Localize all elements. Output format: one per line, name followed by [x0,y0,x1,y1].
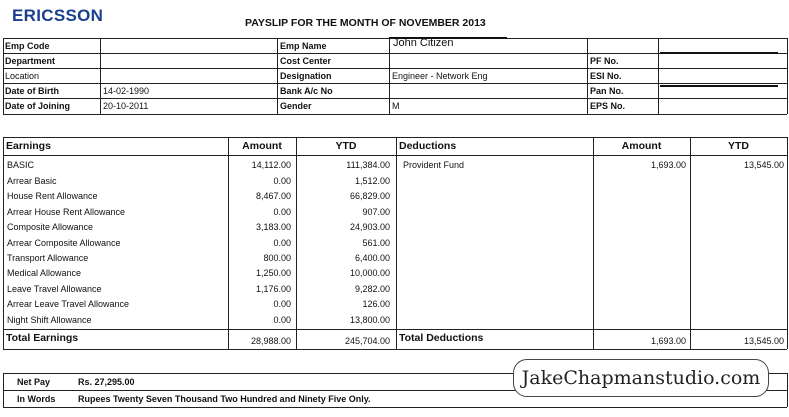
earning-name: Leave Travel Allowance [7,284,102,294]
earning-amount: 0.00 [273,238,291,248]
designation-label: Designation [280,71,332,81]
earnings-amount-header: Amount [242,140,282,152]
earning-ytd: 907.00 [362,207,390,217]
gender-value: M [392,101,400,111]
doj-label: Date of Joining [5,101,70,111]
earning-amount: 1,176.00 [255,284,291,294]
net-pay-label: Net Pay [17,377,51,387]
earning-ytd: 10,000.00 [349,268,390,278]
earnings-ytd-header: YTD [335,140,357,152]
earning-name: House Rent Allowance [7,191,98,201]
earning-amount: 0.00 [273,315,291,325]
earning-ytd: 24,903.00 [349,222,390,232]
bank-account-label: Bank A/c No [280,86,333,96]
total-earnings-label: Total Earnings [6,332,79,344]
pf-number-label: PF No. [590,56,619,66]
earning-ytd: 13,800.00 [349,315,390,325]
earning-ytd: 561.00 [362,238,390,248]
earning-amount: 0.00 [273,207,291,217]
deduction-name: Provident Fund [403,160,465,170]
emp-name-label: Emp Name [280,41,327,51]
deduction-amount: 1,693.00 [650,160,686,170]
earning-name: Arrear Basic [7,176,57,186]
earning-ytd: 9,282.00 [354,284,390,294]
earning-amount: 8,467.00 [255,191,291,201]
earning-name: Arrear Leave Travel Allowance [7,299,130,309]
earning-ytd: 66,829.00 [349,191,390,201]
earning-ytd: 6,400.00 [354,253,390,263]
dob-value: 14-02-1990 [103,86,150,96]
earning-amount: 0.00 [273,176,291,186]
earning-name: Arrear House Rent Allowance [7,207,126,217]
in-words-value: Rupees Twenty Seven Thousand Two Hundred and Ninety Five Only. [78,394,371,404]
earning-ytd: 126.00 [362,299,390,309]
cost-center-label: Cost Center [280,56,332,66]
earning-name: Night Shift Allowance [7,315,92,325]
earning-name: Arrear Composite Allowance [7,238,121,248]
company-logo: ERICSSON [12,6,104,25]
payslip-title: PAYSLIP FOR THE MONTH OF NOVEMBER 2013 [245,17,486,29]
doj-value: 20-10-2011 [103,101,149,111]
total-earnings-amount: 28,988.00 [250,336,291,346]
deductions-amount-header: Amount [621,140,662,152]
location-label: Location [5,71,40,81]
eps-number-label: EPS No. [590,101,626,111]
emp-name-value: John Citizen [393,37,454,49]
earning-name: Transport Allowance [7,253,89,263]
total-deductions-label: Total Deductions [399,332,484,344]
dob-label: Date of Birth [5,86,59,96]
earnings-header: Earnings [6,140,51,152]
earning-name: Medical Allowance [7,268,82,278]
total-earnings-ytd: 245,704.00 [344,336,390,346]
earning-name: Composite Allowance [7,222,94,232]
in-words-label: In Words [17,394,56,404]
deductions-header: Deductions [399,140,457,152]
deduction-ytd: 13,545.00 [743,160,784,170]
esi-number-label: ESI No. [590,71,622,81]
gender-label: Gender [280,101,312,111]
designation-value: Engineer - Network Eng [392,71,488,81]
watermark-badge: JakeChapmanstudio.com [513,359,769,397]
earning-amount: 0.00 [273,299,291,309]
earning-amount: 3,183.00 [255,222,291,232]
earning-ytd: 1,512.00 [354,176,390,186]
deductions-ytd-header: YTD [728,140,749,152]
earning-amount: 14,112.00 [251,160,291,170]
earning-ytd: 111,384.00 [346,160,390,170]
pan-number-label: Pan No. [590,86,624,96]
total-deductions-ytd: 13,545.00 [743,336,784,346]
earning-amount: 800.00 [263,253,291,263]
emp-code-label: Emp Code [5,41,50,51]
department-label: Department [5,56,56,66]
earning-amount: 1,250.00 [255,268,291,278]
total-deductions-amount: 1,693.00 [650,336,686,346]
net-pay-value: Rs. 27,295.00 [78,377,135,387]
earning-name: BASIC [7,160,35,170]
